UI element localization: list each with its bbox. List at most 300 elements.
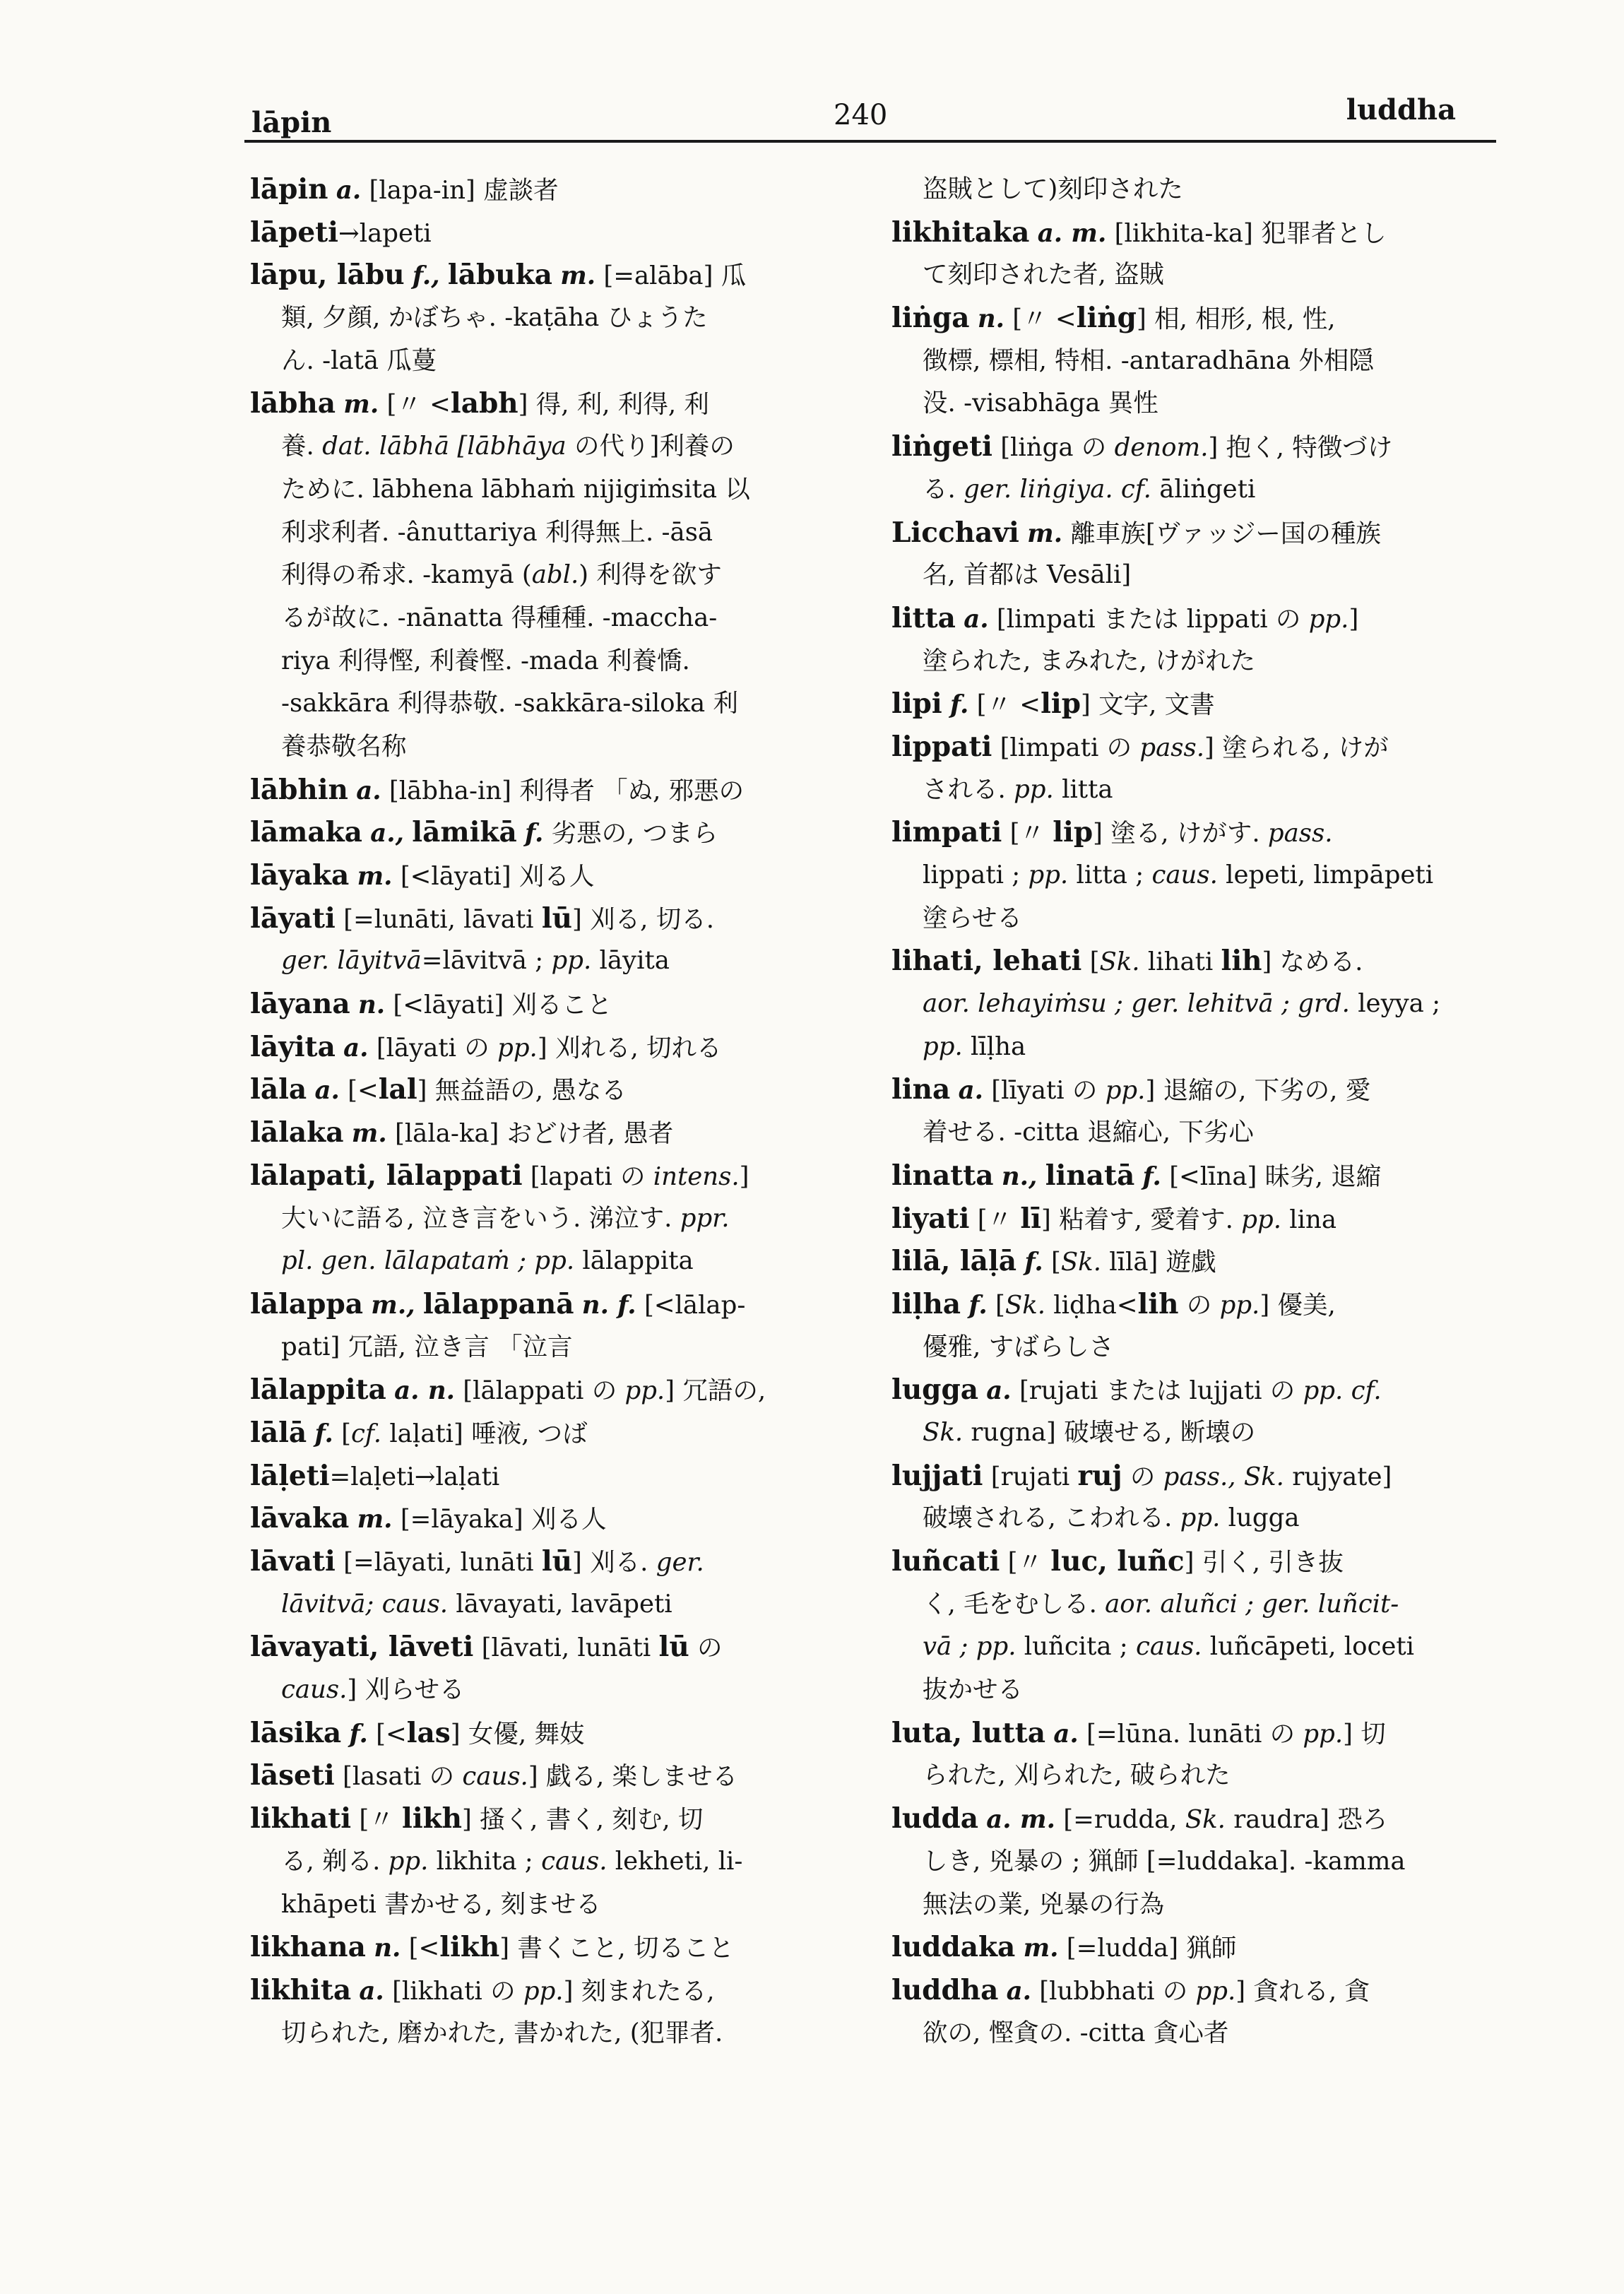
dictionary-line [250, 1669, 858, 1712]
dictionary-line [891, 340, 1499, 383]
dictionary-line [891, 1326, 1499, 1369]
entry-text: ger. liṅgiya. cf. [964, 474, 1151, 504]
entry-text: pp. [624, 1376, 665, 1406]
dictionary-line [891, 1797, 1499, 1840]
entry-text [307, 1419, 314, 1448]
entry-text: [lapa-in] 虚談者 [361, 176, 559, 205]
entry-text: [likhita-ka] 犯罪者とし [1106, 218, 1387, 248]
dictionary-line [891, 597, 1499, 640]
headword: lī [1020, 1202, 1041, 1235]
grammar-label: m. [1023, 1934, 1059, 1963]
entry-text [386, 1376, 394, 1405]
entry-text: 破壊される, こわれる. [923, 1503, 1180, 1533]
headword: lāpu, lābu [250, 259, 405, 292]
entry-text: ] 文字, 文書 [1080, 690, 1215, 720]
entry-text: [〃 < [1004, 305, 1077, 334]
entry-text: caus. [1136, 1632, 1202, 1662]
headword: lālaka [250, 1116, 344, 1149]
entry-text: ] 貪れる, 貪 [1235, 1976, 1370, 2006]
entry-text: [< [401, 1934, 440, 1963]
entry-text: [lāyati の [368, 1033, 498, 1063]
headword: lālapati, lālappati [250, 1159, 523, 1192]
entry-text: 没. -visabhāga 異性 [923, 389, 1158, 418]
entry-text: pp. [1219, 1290, 1260, 1320]
entry-text: =lāvitvā ; [421, 946, 552, 976]
entry-text: の [1122, 1462, 1163, 1491]
entry-text: ] 搔く, 書く, 刻む, 切 [462, 1805, 704, 1835]
dictionary-line [250, 1840, 858, 1884]
entry-text: ] 刈らせる [347, 1675, 465, 1705]
entry-text: ] 刈る, 切る. [572, 904, 714, 934]
running-head-right: luddha [1346, 93, 1456, 126]
entry-text: 類, 夕顔, かぼちゃ. -kaṭāha ひょうた [281, 303, 708, 333]
entry-text [978, 1805, 986, 1834]
entry-text: 無法の業, 兇暴の行為 [923, 1889, 1165, 1919]
headword: lihati, lehati [891, 945, 1082, 978]
headword: lāvayati, lāveti [250, 1631, 474, 1664]
entry-text: 徴標, 標相, 特相. -antaradhāna 外相隠 [923, 345, 1374, 375]
entry-text [1045, 1720, 1053, 1749]
dictionary-line [250, 1326, 858, 1369]
dictionary-line [891, 554, 1499, 597]
entry-text: [lāla-ka] おどけ者, 愚者 [386, 1119, 674, 1149]
entry-text: ] 抱く, 特徴づけ [1208, 433, 1393, 463]
entry-text: -sakkāra 利得恭敬. -sakkāra-siloka 利 [281, 689, 739, 719]
dictionary-line [250, 554, 858, 597]
entry-text [336, 1034, 343, 1063]
headword: lū [541, 901, 572, 935]
headword: luc, luñc [1050, 1545, 1185, 1578]
dictionary-line [891, 1198, 1499, 1241]
headword: luddaka [891, 1931, 1016, 1964]
entry-text: pp. [523, 1976, 564, 2006]
dictionary-line [250, 211, 858, 254]
entry-text: pp. [1014, 774, 1054, 804]
dictionary-line [250, 1626, 858, 1669]
entry-text [350, 991, 358, 1019]
headword: lujjati [891, 1459, 983, 1492]
dictionary-line [250, 512, 858, 555]
entry-text: ] 粘着す, 愛着す. [1041, 1205, 1242, 1234]
headword: lāyaka [250, 859, 350, 892]
dictionary-line [250, 1884, 858, 1927]
headword: lāyana [250, 988, 350, 1021]
entry-text [349, 1505, 357, 1534]
dictionary-line [250, 897, 858, 940]
entry-text: Sk. [1099, 947, 1140, 977]
entry-text: ] なめる. [1262, 947, 1363, 977]
header-rule [244, 140, 1496, 143]
entry-text: の代り]利養の [566, 432, 735, 461]
entry-text: [〃 < [968, 690, 1041, 720]
entry-text: て刻印された者, 盗賊 [923, 260, 1165, 290]
entry-text [1019, 519, 1027, 548]
grammar-label: a. [356, 776, 381, 805]
entry-text: [〃 [1002, 819, 1053, 849]
entry-text [956, 605, 964, 634]
entry-text: [〃 [969, 1205, 1021, 1234]
entry-text: 着せる. -citta 退縮心, 下劣心 [923, 1118, 1254, 1147]
entry-text [978, 1376, 986, 1405]
dictionary-line [891, 1884, 1499, 1927]
entry-text: riya 利得慳, 利養慳. -mada 利養憍. [281, 646, 690, 675]
entry-text: ppr. [680, 1203, 730, 1233]
entry-text: [ [1043, 1248, 1061, 1277]
entry-text: [lāvati, lunāti [473, 1633, 659, 1663]
dictionary-line [250, 769, 858, 812]
entry-text: [liṅga の [992, 433, 1115, 463]
dictionary-line [250, 811, 858, 854]
grammar-label: m. [560, 261, 596, 291]
entry-text: likhita ; [428, 1846, 542, 1876]
entry-text: pp. [551, 946, 592, 976]
entry-text: āliṅgeti [1151, 474, 1256, 504]
entry-text: 抜かせる [923, 1675, 1024, 1705]
entry-text [574, 1291, 581, 1320]
entry-text [343, 1119, 351, 1148]
running-head-left: lāpin [251, 106, 332, 139]
headword: lāla [250, 1073, 307, 1106]
entry-text [950, 1076, 958, 1105]
headword: luddha [891, 1973, 999, 2006]
entry-text: lālappita [574, 1246, 694, 1276]
entry-text: く, 毛をむしる. [923, 1589, 1106, 1619]
entry-text: ger. [656, 1548, 704, 1577]
entry-text: 切られた, 磨かれた, 書かれた, (犯罪者. [281, 2018, 723, 2047]
headword: lābuka [447, 259, 552, 292]
entry-text: pl. gen. lālapataṁ ; pp. [281, 1246, 575, 1276]
entry-text: cf. [350, 1419, 382, 1448]
entry-text: laḷati] 唾液, つば [381, 1419, 588, 1448]
dictionary-line [891, 1626, 1499, 1669]
entry-text: ] 退縮の, 下劣の, 愛 [1145, 1076, 1371, 1106]
dictionary-line [250, 726, 858, 769]
dictionary-line [891, 769, 1499, 812]
grammar-label: n. f. [581, 1290, 636, 1320]
entry-text [404, 819, 412, 848]
grammar-label: f. [950, 690, 969, 720]
dictionary-line [891, 1283, 1499, 1326]
dictionary-line [250, 1154, 858, 1198]
headword: likhita [250, 1973, 352, 2006]
entry-text: pp. [388, 1846, 429, 1876]
headword: lippati [891, 730, 992, 763]
entry-text: ] 得, 利, 利得, 利 [518, 390, 709, 420]
entry-text: ] 無益語の, 愚なる [417, 1076, 627, 1106]
entry-text: vā ; pp. [923, 1632, 1017, 1662]
entry-text: ] 相, 相形, 根, 性, [1136, 305, 1336, 334]
headword: lip [1041, 687, 1081, 721]
entry-text: [ [333, 1419, 351, 1448]
entry-text [440, 261, 448, 290]
entry-text [405, 261, 413, 290]
dictionary-line [250, 1198, 858, 1241]
entry-text: pass., Sk. [1163, 1462, 1284, 1491]
right-column [891, 168, 1499, 2054]
entry-text: luñcāpeti, loceti [1202, 1632, 1415, 1662]
dictionary-line [891, 897, 1499, 940]
dictionary-line [891, 1840, 1499, 1884]
grammar-label: a. [986, 1376, 1012, 1406]
headword: lālā [250, 1416, 307, 1449]
dictionary-line [891, 983, 1499, 1026]
entry-text [328, 176, 336, 205]
entry-text: ために. lābhena lābhaṁ nijigiṁsita 以 [281, 474, 750, 504]
dictionary-line [891, 168, 1499, 211]
entry-text: [lābha-in] 利得者 「ぬ, 邪悪の [381, 776, 745, 805]
grammar-label: a., [370, 819, 404, 849]
entry-text: ] 冗語の, [665, 1376, 766, 1406]
entry-text: Sk. [1185, 1805, 1226, 1835]
dictionary-line [250, 254, 858, 297]
entry-text: abl. [531, 560, 579, 590]
dictionary-line [891, 682, 1499, 726]
entry-text: [<lāyati] 刈ること [385, 991, 612, 1020]
entry-text: 養. [281, 432, 323, 461]
headword: lāseti [250, 1759, 335, 1792]
entry-text: lāvitvā; caus. [281, 1589, 449, 1619]
entry-text: līḷha [962, 1031, 1026, 1061]
entry-text [341, 1720, 349, 1749]
dictionary-line [250, 854, 858, 897]
dictionary-line [891, 1540, 1499, 1583]
entry-text: ] 刻まれたる, [563, 1976, 715, 2006]
dictionary-line [891, 2012, 1499, 2055]
entry-text: pp. [1303, 1719, 1344, 1749]
entry-text [517, 819, 525, 848]
entry-text: lina [1281, 1205, 1337, 1234]
entry-text: dat. lābhā [lābhāya [322, 432, 567, 461]
entry-text: る. [923, 474, 964, 504]
grammar-label: f. [349, 1719, 368, 1749]
entry-text [348, 776, 356, 805]
entry-text: [likhati の [384, 1976, 523, 2006]
entry-text: [=alāba] 瓜 [595, 261, 747, 291]
dictionary-line [250, 1111, 858, 1154]
entry-text: ん. -latā 瓜蔓 [281, 345, 437, 375]
headword: liṅg [1076, 302, 1137, 335]
headword: ludda [891, 1802, 978, 1835]
entry-text: [=lāyati, lunāti [335, 1548, 542, 1577]
entry-text [307, 1076, 314, 1105]
entry-text [351, 1977, 359, 2006]
page-number: 240 [834, 99, 888, 131]
dictionary-line [250, 1026, 858, 1069]
grammar-label: a. [964, 604, 989, 634]
entry-text: lepeti, limpāpeti [1217, 861, 1434, 889]
headword: lāmaka [250, 816, 362, 849]
entry-text: る, 剃る. [281, 1846, 389, 1876]
headword: likh [439, 1931, 500, 1964]
grammar-label: f., [412, 261, 440, 291]
headword: lāvaka [250, 1502, 350, 1535]
entry-text: ] 切 [1343, 1719, 1386, 1749]
entry-text: pp. [1028, 861, 1069, 889]
entry-text: [=ludda] 猟師 [1058, 1934, 1237, 1963]
headword: litta [891, 601, 956, 634]
headword: lābha [250, 387, 336, 420]
headword: liṅga [891, 302, 970, 335]
grammar-label: m. [1027, 519, 1063, 548]
entry-text: lāvayati, lavāpeti [448, 1589, 672, 1619]
entry-text: [〃 < [379, 390, 451, 420]
entry-text: るが故に. -nānatta 得種種. -maccha- [281, 603, 718, 632]
dictionary-line [250, 1754, 858, 1797]
dictionary-line [250, 1583, 858, 1626]
dictionary-line [891, 254, 1499, 297]
dictionary-line [891, 468, 1499, 512]
headword: las [406, 1716, 451, 1749]
entry-text: pati] 冗語, 泣き言 「泣言 [281, 1332, 573, 1361]
entry-text: caus. [1151, 861, 1218, 889]
dictionary-line [891, 1712, 1499, 1755]
entry-text: ] 塗られる, けが [1204, 733, 1389, 762]
entry-text: 大いに語る, 泣き言をいう. 涕泣す. [281, 1203, 680, 1233]
dictionary-line [891, 854, 1499, 897]
entry-text: [<līna] 昧劣, 退縮 [1161, 1161, 1382, 1191]
headword: likhati [250, 1802, 352, 1835]
grammar-label: a. [1053, 1719, 1079, 1749]
entry-text [970, 305, 978, 333]
headword: lal [378, 1073, 417, 1106]
entry-text [961, 1291, 968, 1320]
headword: lālappa [250, 1287, 363, 1320]
dictionary-line [891, 1240, 1499, 1283]
headword: likhana [250, 1931, 366, 1964]
entry-text: khāpeti 書かせる, 刻ませる [281, 1889, 601, 1919]
entry-text: [rujati [983, 1462, 1078, 1491]
entry-text: caus. [462, 1762, 528, 1792]
dictionary-line [891, 1669, 1499, 1712]
entry-text: līlā] 遊戯 [1101, 1248, 1216, 1277]
dictionary-line [891, 1969, 1499, 2012]
entry-text: [lubbhati の [1031, 1976, 1196, 2006]
headword: lāmikā [412, 816, 517, 849]
entry-text: lihati [1139, 947, 1221, 977]
entry-text: lippati ; [923, 861, 1029, 889]
entry-text: pp. [923, 1031, 963, 1061]
headword: lilā, lāḷā [891, 1245, 1017, 1278]
dictionary-line [891, 1926, 1499, 1969]
dictionary-line [891, 1068, 1499, 1111]
entry-text: litta ; [1068, 861, 1152, 889]
headword: lugga [891, 1373, 978, 1407]
entry-text: rugna] 破壊せる, 断壊の [963, 1417, 1256, 1447]
entry-text: pass. [1267, 819, 1333, 849]
headword: lū [541, 1545, 572, 1578]
headword: likh [402, 1802, 463, 1835]
entry-text: Sk. [1060, 1248, 1101, 1277]
entry-text: pp. cf. [1303, 1376, 1382, 1406]
headword: linatā [1045, 1159, 1135, 1192]
entry-text: pp. [1195, 1976, 1236, 2006]
headword: liḷha [891, 1287, 961, 1320]
grammar-label: m. [351, 1119, 387, 1149]
headword: lih [1137, 1287, 1179, 1320]
entry-text: [=lūna. lunāti の [1078, 1719, 1303, 1749]
dictionary-line [250, 2012, 858, 2055]
headword: lāvati [250, 1545, 336, 1578]
entry-text: litta [1053, 774, 1113, 804]
entry-text: [limpati の [992, 733, 1140, 762]
dictionary-line [250, 340, 858, 383]
entry-text: 欲の, 慳貪の. -citta 貪心者 [923, 2018, 1229, 2047]
entry-text: raudra] 恐ろ [1225, 1805, 1388, 1835]
headword: lāpin [250, 173, 328, 206]
entry-text [362, 819, 370, 848]
headword: lina [891, 1073, 951, 1106]
dictionary-line [891, 211, 1499, 254]
entry-text: ] [739, 1161, 749, 1191]
left-column [250, 168, 858, 2054]
grammar-label: m. [343, 390, 379, 420]
entry-text: [limpati または lippati の [988, 604, 1309, 634]
headword: lāpeti [250, 215, 338, 249]
entry-text: [<lāyati] 刈る人 [392, 862, 595, 891]
entry-text: [< [367, 1719, 407, 1749]
dictionary-line [250, 682, 858, 726]
dictionary-line [250, 1797, 858, 1840]
headword: lāyita [250, 1030, 336, 1063]
grammar-label: n., [1001, 1161, 1038, 1191]
entry-text: →lapeti [338, 218, 432, 248]
grammar-label: f. [968, 1290, 988, 1320]
entry-text: caus. [281, 1675, 348, 1705]
dictionary-line [891, 1583, 1499, 1626]
dictionary-line [250, 297, 858, 340]
entry-text: 劣悪の, つまら [543, 819, 718, 849]
entry-text: [<lālap- [636, 1290, 746, 1320]
dictionary-line [250, 468, 858, 512]
entry-text [994, 1162, 1002, 1191]
entry-text: pp. [1241, 1205, 1281, 1234]
entry-text [349, 862, 357, 891]
dictionary-line [250, 1283, 858, 1326]
dictionary-line [891, 726, 1499, 769]
entry-text: 塗らせる [923, 903, 1022, 933]
entry-text: denom. [1114, 433, 1209, 463]
entry-text: pass. [1139, 733, 1204, 762]
headword: ruj [1077, 1459, 1122, 1492]
dictionary-line [250, 425, 858, 468]
headword: liṅgeti [891, 430, 992, 463]
entry-text: [〃 [351, 1805, 403, 1835]
entry-text: pp. [1105, 1076, 1146, 1106]
grammar-label: n. [977, 305, 1004, 334]
headword: Licchavi [891, 516, 1019, 549]
entry-text [363, 1291, 371, 1320]
entry-text: られた, 刈られた, 破られた [923, 1761, 1231, 1790]
grammar-label: f. [525, 819, 544, 849]
entry-text [366, 1934, 374, 1963]
entry-text: Sk. [923, 1417, 964, 1447]
headword: luñcati [891, 1545, 1000, 1578]
entry-text [1037, 1162, 1045, 1191]
entry-text [1029, 219, 1037, 248]
entry-text: 離車族[ヴァッジー国の種族 [1062, 519, 1381, 548]
entry-text: 塗られた, まみれた, けがれた [923, 646, 1256, 675]
grammar-label: m. [357, 862, 393, 891]
entry-text: [=lāyaka] 刈る人 [392, 1505, 607, 1535]
entry-text: ] 女優, 舞妓 [450, 1719, 585, 1749]
dictionary-line [891, 425, 1499, 468]
entry-text: [〃 [1000, 1548, 1051, 1577]
entry-text: intens. [653, 1161, 740, 1191]
grammar-label: a. n. [394, 1376, 455, 1406]
grammar-label: a. [314, 1076, 340, 1106]
headword: lāḷeti [250, 1459, 330, 1492]
entry-text: [ [1081, 947, 1100, 977]
